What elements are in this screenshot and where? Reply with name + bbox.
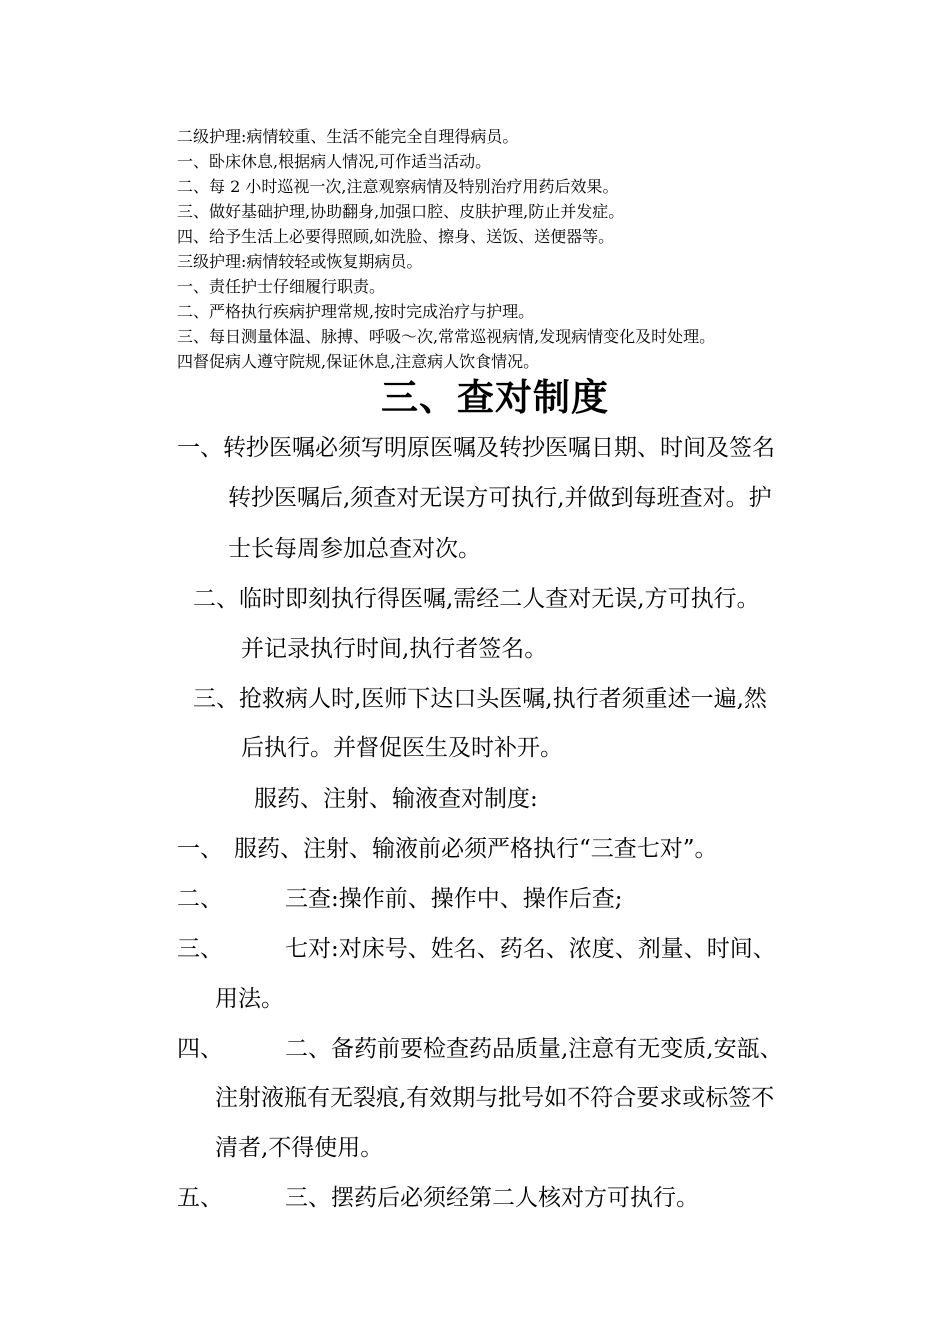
- level2-item-4: 四、给予生活上必要得照顾,如洗脸、擦身、送饭、送便器等。: [177, 227, 615, 246]
- medication-item-5-line-1: 三、摆药后必须经第二人核对方可执行。: [285, 1185, 699, 1211]
- check-rule-1-line-3: 士长每周参加总查对次。: [228, 536, 481, 562]
- medication-item-4-line-3: 清者,不得使用。: [215, 1135, 384, 1161]
- check-rule-3-line-2: 后执行。并督促医生及时补开。: [241, 735, 563, 761]
- check-rule-3-line-1: 三、抢救病人时,医师下达口头医嘱,执行者须重述一遍,然: [193, 686, 767, 712]
- check-rule-1-line-2: 转抄医嘱后,须查对无误方可执行,并做到每班查对。护: [228, 485, 772, 511]
- medication-item-3-number: 三、: [177, 936, 223, 962]
- medication-item-2-number: 二、: [177, 886, 223, 912]
- medication-item-4-number: 四、: [177, 1036, 223, 1062]
- medication-item-1-number: 一、: [177, 836, 223, 862]
- check-rule-2-line-1: 二、临时即刻执行得医嘱,需经二人查对无误,方可执行。: [193, 586, 760, 612]
- level3-item-2: 二、严格执行疾病护理常规,按时完成治疗与护理。: [177, 302, 535, 321]
- level3-item-3: 三、每日测量体温、脉搏、呼吸～次,常常巡视病情,发现病情变化及时处理。: [177, 327, 716, 346]
- medication-item-3-line-1: 七对:对床号、姓名、药名、浓度、剂量、时间、: [285, 936, 776, 962]
- medication-item-5-number: 五、: [177, 1185, 223, 1211]
- level3-heading: 三级护理:病情较轻或恢复期病员。: [177, 252, 423, 271]
- section-title: 三、查对制度: [381, 376, 609, 419]
- medication-item-2-line-1: 三查:操作前、操作中、操作后查;: [285, 886, 623, 912]
- level3-item-1: 一、责任护士仔细履行职责。: [177, 277, 386, 296]
- level2-heading: 二级护理:病情较重、生活不能完全自理得病员。: [177, 127, 519, 146]
- level2-item-3: 三、做好基础护理,协助翻身,加强口腔、皮肤护理,防止并发症。: [177, 202, 625, 221]
- medication-item-1-line-1: 服药、注射、输液前必须严格执行“三查七对”。: [234, 836, 718, 862]
- level2-item-2: 二、每 2 小时巡视一次,注意观察病情及特别治疗用药后效果。: [177, 177, 619, 196]
- medication-item-3-line-2: 用法。: [215, 986, 284, 1012]
- level2-item-1: 一、卧床休息,根据病人情况,可作适当活动。: [177, 152, 492, 171]
- level3-item-4: 四督促病人遵守院规,保证休息,注意病人饮食情况。: [177, 352, 540, 371]
- medication-item-4-line-1: 二、备药前要检查药品质量,注意有无变质,安瓿、: [285, 1036, 783, 1062]
- medication-item-4-line-2: 注射液瓶有无裂痕,有效期与批号如不符合要求或标签不: [215, 1085, 775, 1111]
- check-rule-2-line-2: 并记录执行时间,执行者签名。: [241, 636, 548, 662]
- medication-heading: 服药、注射、输液查对制度:: [254, 786, 538, 812]
- check-rule-1-line-1: 一、转抄医嘱必须写明原医嘱及转抄医嘱日期、时间及签名: [177, 435, 775, 461]
